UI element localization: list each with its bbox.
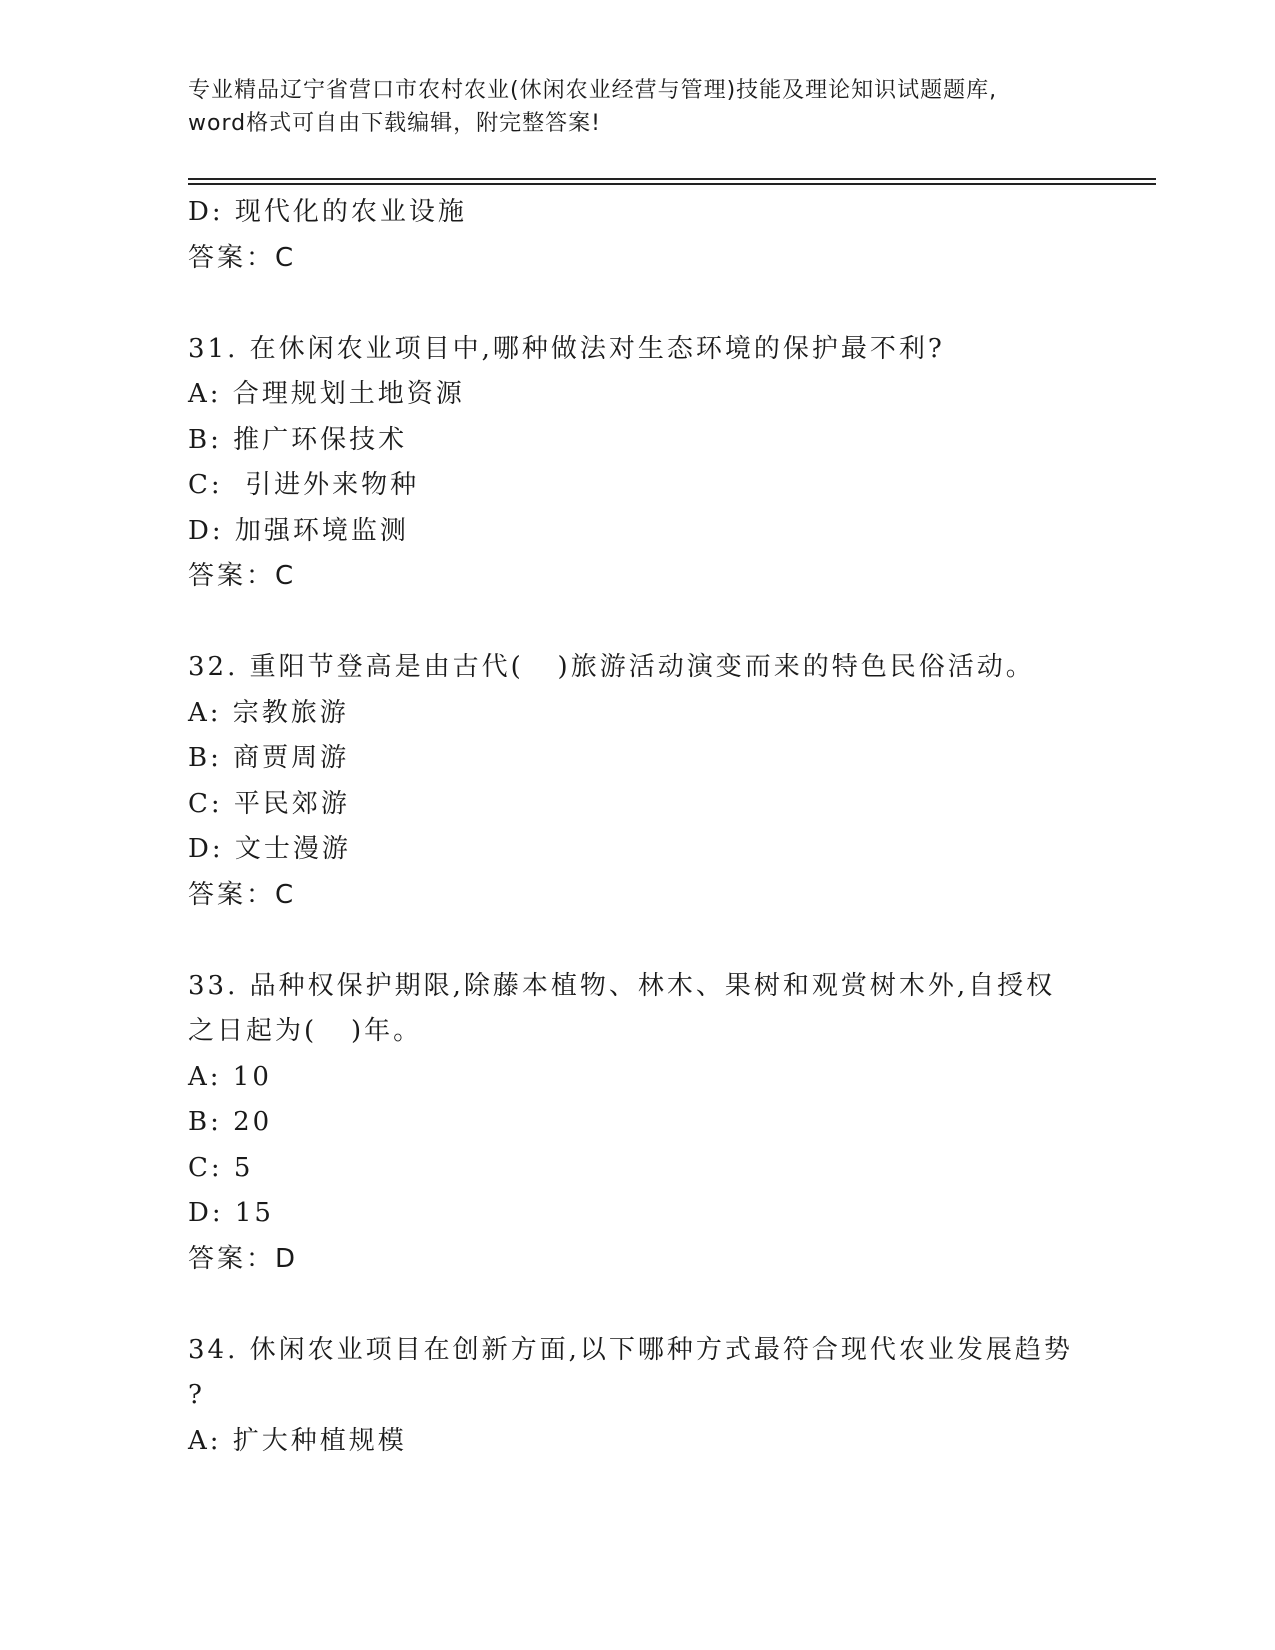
option-a: A: 扩大种植规模 [188,1425,407,1456]
spacer [188,1282,1128,1328]
question-title-continued: 之日起为( )年。 [188,1016,423,1046]
question-title: 31. 在休闲农业项目中,哪种做法对生态环境的保护最不利? [188,333,945,364]
question-title-continued: ? [188,1380,205,1410]
question-title: 32. 重阳节登高是由古代( )旅游活动演变而来的特色民俗活动。 [188,652,1035,682]
document-header [188,74,1088,140]
option-a: A: 合理规划土地资源 [188,379,465,409]
option-a: A: 10 [188,1061,272,1092]
answer-line: 答案：C [188,879,297,910]
option-c: C: 平民郊游 [188,788,350,819]
question-34 [188,1328,1128,1465]
option-d: D: 现代化的农业设施 [188,197,467,227]
header-divider-bottom [188,183,1156,185]
option-a: A: 宗教旅游 [188,697,349,728]
option-b: B: 商贾周游 [188,743,350,773]
header-divider-top [188,178,1156,180]
question-title: 33. 品种权保护期限,除藤本植物、林木、果树和观赏树木外,自授权 [188,970,1056,1001]
answer-line: 答案：C [188,242,297,273]
question-31 [188,327,1128,600]
question-content [188,190,1128,1464]
option-b: B: 20 [188,1107,273,1137]
option-c: C: 引进外来物种 [188,470,420,500]
header-line-2: word格式可自由下载编辑，附完整答案! [188,111,601,136]
answer-line: 答案：D [188,1243,299,1274]
answer-line: 答案：C [188,561,297,591]
spacer [188,600,1128,646]
option-d: D: 15 [188,1198,274,1228]
option-b: B: 推广环保技术 [188,424,408,455]
header-line-1: 专业精品辽宁省营口市农村农业(休闲农业经营与管理)技能及理论知识试题题库, [188,78,998,103]
option-d: D: 加强环境监测 [188,515,409,546]
spacer [188,918,1128,964]
option-c: C: 5 [188,1152,254,1183]
option-d: D: 文士漫游 [188,834,351,864]
spacer [188,281,1128,327]
question-32 [188,645,1128,918]
question-title: 34. 休闲农业项目在创新方面,以下哪种方式最符合现代农业发展趋势 [188,1334,1073,1365]
question-33 [188,964,1128,1283]
